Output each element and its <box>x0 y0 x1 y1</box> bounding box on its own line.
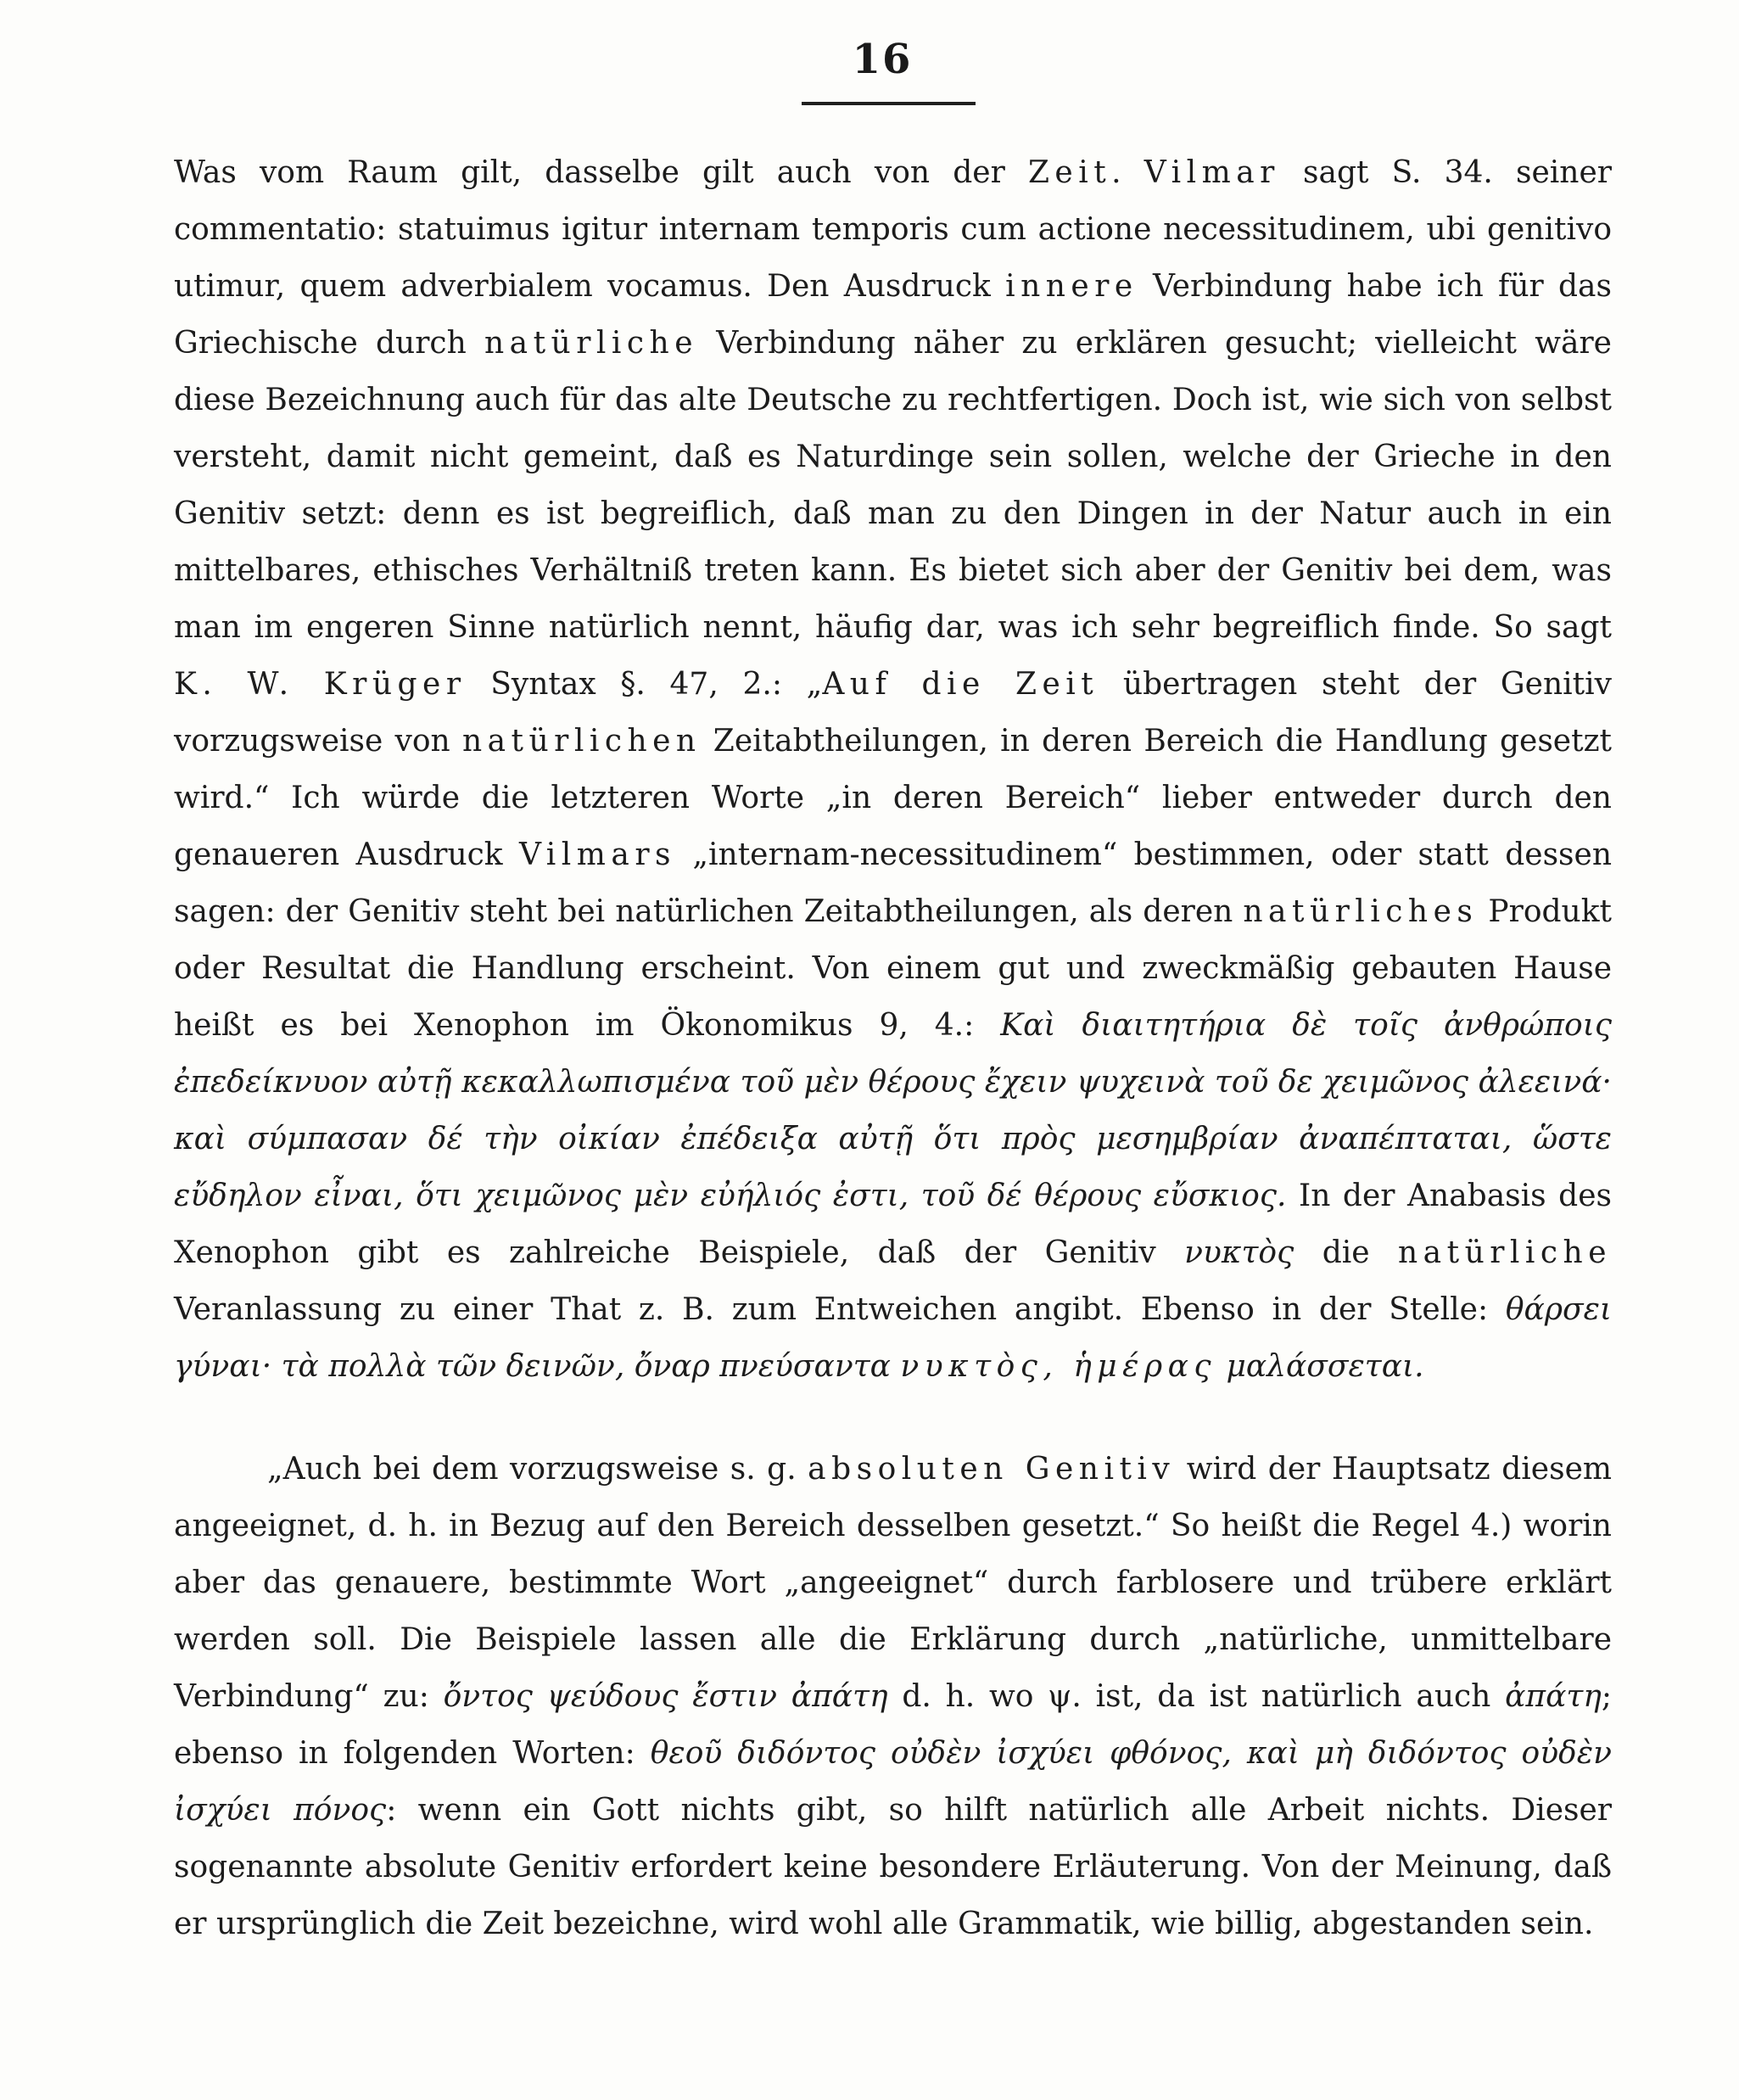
text-run: Syntax §. 47, 2.: „ <box>466 667 823 702</box>
greek-quotation: ὄντος ψεύδους ἔστιν ἀπάτη <box>443 1679 888 1714</box>
emphasized-text: innere <box>1005 269 1138 304</box>
emphasized-text: natürliche <box>1398 1235 1613 1270</box>
emphasized-text: K. W. Krüger <box>174 667 467 702</box>
greek-quotation: ἀπάτη <box>1505 1679 1602 1714</box>
text-run: „internam-necessitudinem“ bestimmen, oder statt dessen sagen: der Genitiv steht bei natürlichen Zeitabtheilungen, als deren <box>174 837 1613 929</box>
greek-quotation: θεοῦ διδόντος οὐδὲν ἰσχύει φθόνος, καὶ μὴ διδόντος οὐδὲν ἰσχύει πόνος <box>174 1736 1612 1828</box>
text-run: ; ebenso in folgenden Worten: <box>174 1679 1613 1771</box>
greek-quotation: θάρσει γύναι· τὰ πολλὰ τῶν δεινῶν, ὄναρ πνεύσαντα <box>174 1292 1612 1384</box>
text-run: wird der Hauptsatz diesem angeeignet, d. h. in Bezug auf den Bereich desselben gesetzt.“ So heißt die Regel 4.) worin aber das genauere, bestimmte Wort „angeeignet“ durch farblosere und trübere erklärt werden soll. Die Beispiele lassen alle die Erklärung durch „natürliche, unmittelbare Verbindung“ zu: <box>174 1452 1613 1714</box>
emphasized-text: natürliches <box>1243 894 1479 929</box>
emphasized-text: Zeit <box>1027 155 1112 190</box>
text-run: : wenn ein Gott nichts gibt, so hilft natürlich alle Arbeit nichts. Dieser sogenannte absolute Genitiv erfordert keine besondere Erläuterung. Von der Meinung, daß er ursprünglich die Zeit bezeichne, wird wohl alle Grammatik, wie billig, abgestanden sein. <box>174 1793 1612 1941</box>
paragraph <box>174 144 1612 1395</box>
text-run: Verbindung näher zu erklären gesucht; vielleicht wäre diese Bezeichnung auch für das alte Deutsche zu rechtfertigen. Doch ist, wie sich von selbst versteht, damit nicht gemeint, daß es Naturdinge sein sollen, welche der Grieche in den Genitiv setzt: denn es ist begreiflich, daß man zu den Dingen in der Natur auch in ein mittelbares, ethisches Verhältniß treten kann. Es bietet sich aber der Genitiv bei dem, was man im engeren Sinne natürlich nennt, häufig dar, was ich sehr begreiflich finde. So sagt <box>174 326 1612 645</box>
text-run: sagt S. 34. seiner commentatio: statuimus igitur internam temporis cum actione necessitudinem, ubi genitivo utimur, quem adverbialem vocamus. Den Ausdruck <box>174 155 1612 304</box>
text-run: Verbindung habe ich für das Griechische durch <box>174 269 1612 361</box>
text-run: Veranlassung zu einer That z. B. zum Entweichen angibt. Ebenso in der Stelle: <box>174 1292 1506 1327</box>
text-run: übertragen steht der Genitiv vorzugsweise von <box>174 667 1612 759</box>
greek-quotation: Καὶ διαιτητήρια δὲ τοῖς ἀνθρώποις ἐπεδείκνυον αὐτῇ κεκαλλωπισμένα τοῦ μὲν θέρους ἔχειν ψυχεινὰ τοῦ δε χειμῶνος ἀλεεινά· καὶ σύμπασαν δέ τὴν οἰκίαν ἐπέδειξα αὐτῇ ὅτι πρὸς μεσημβρίαν ἀναπέπταται, ὥστε εὔδηλον εἶναι, ὅτι χειμῶνος μὲν εὐήλιός ἐστι, τοῦ δέ θέρους εὔσκιος. <box>174 1008 1612 1213</box>
text-run: In der Anabasis des Xenophon gibt es zahlreiche Beispiele, daß der Genitiv <box>174 1179 1612 1270</box>
text-run: . <box>1111 155 1144 190</box>
greek-quotation: νυκτὸς <box>1184 1235 1294 1270</box>
greek-quotation: μαλάσσεται. <box>1216 1349 1424 1384</box>
text-run: Produkt oder Resultat die Handlung erscheint. Von einem gut und zweckmäßig gebauten Hause heißt es bei Xenophon im Ökonomikus 9, 4.: <box>174 894 1613 1043</box>
emphasized-text: natürliche <box>484 326 698 361</box>
text-run: Was vom Raum gilt, dasselbe gilt auch von der <box>174 155 1028 190</box>
paragraph <box>174 1441 1612 1952</box>
emphasized-text: Vilmar <box>1143 155 1280 190</box>
body-text <box>174 144 1612 1952</box>
greek-quotation: νυκτὸς, ἡμέρας <box>900 1349 1217 1384</box>
text-run: „Auch bei dem vorzugsweise s. g. <box>267 1452 808 1487</box>
emphasized-text: natürlichen <box>461 724 702 759</box>
emphasized-text: Vilmars <box>518 837 676 872</box>
text-run: Zeitabtheilungen, in deren Bereich die Handlung gesetzt wird.“ Ich würde die letzteren Worte „in deren Bereich“ lieber entweder durch den genaueren Ausdruck <box>174 724 1613 872</box>
page-number: 16 <box>852 36 913 83</box>
text-run: die <box>1294 1235 1399 1270</box>
emphasized-text: Auf die Zeit <box>822 667 1099 702</box>
text-run: d. h. wo ψ. ist, da ist natürlich auch <box>887 1679 1506 1714</box>
page-number-rule <box>802 102 976 105</box>
emphasized-text: absoluten Genitiv <box>808 1452 1176 1487</box>
